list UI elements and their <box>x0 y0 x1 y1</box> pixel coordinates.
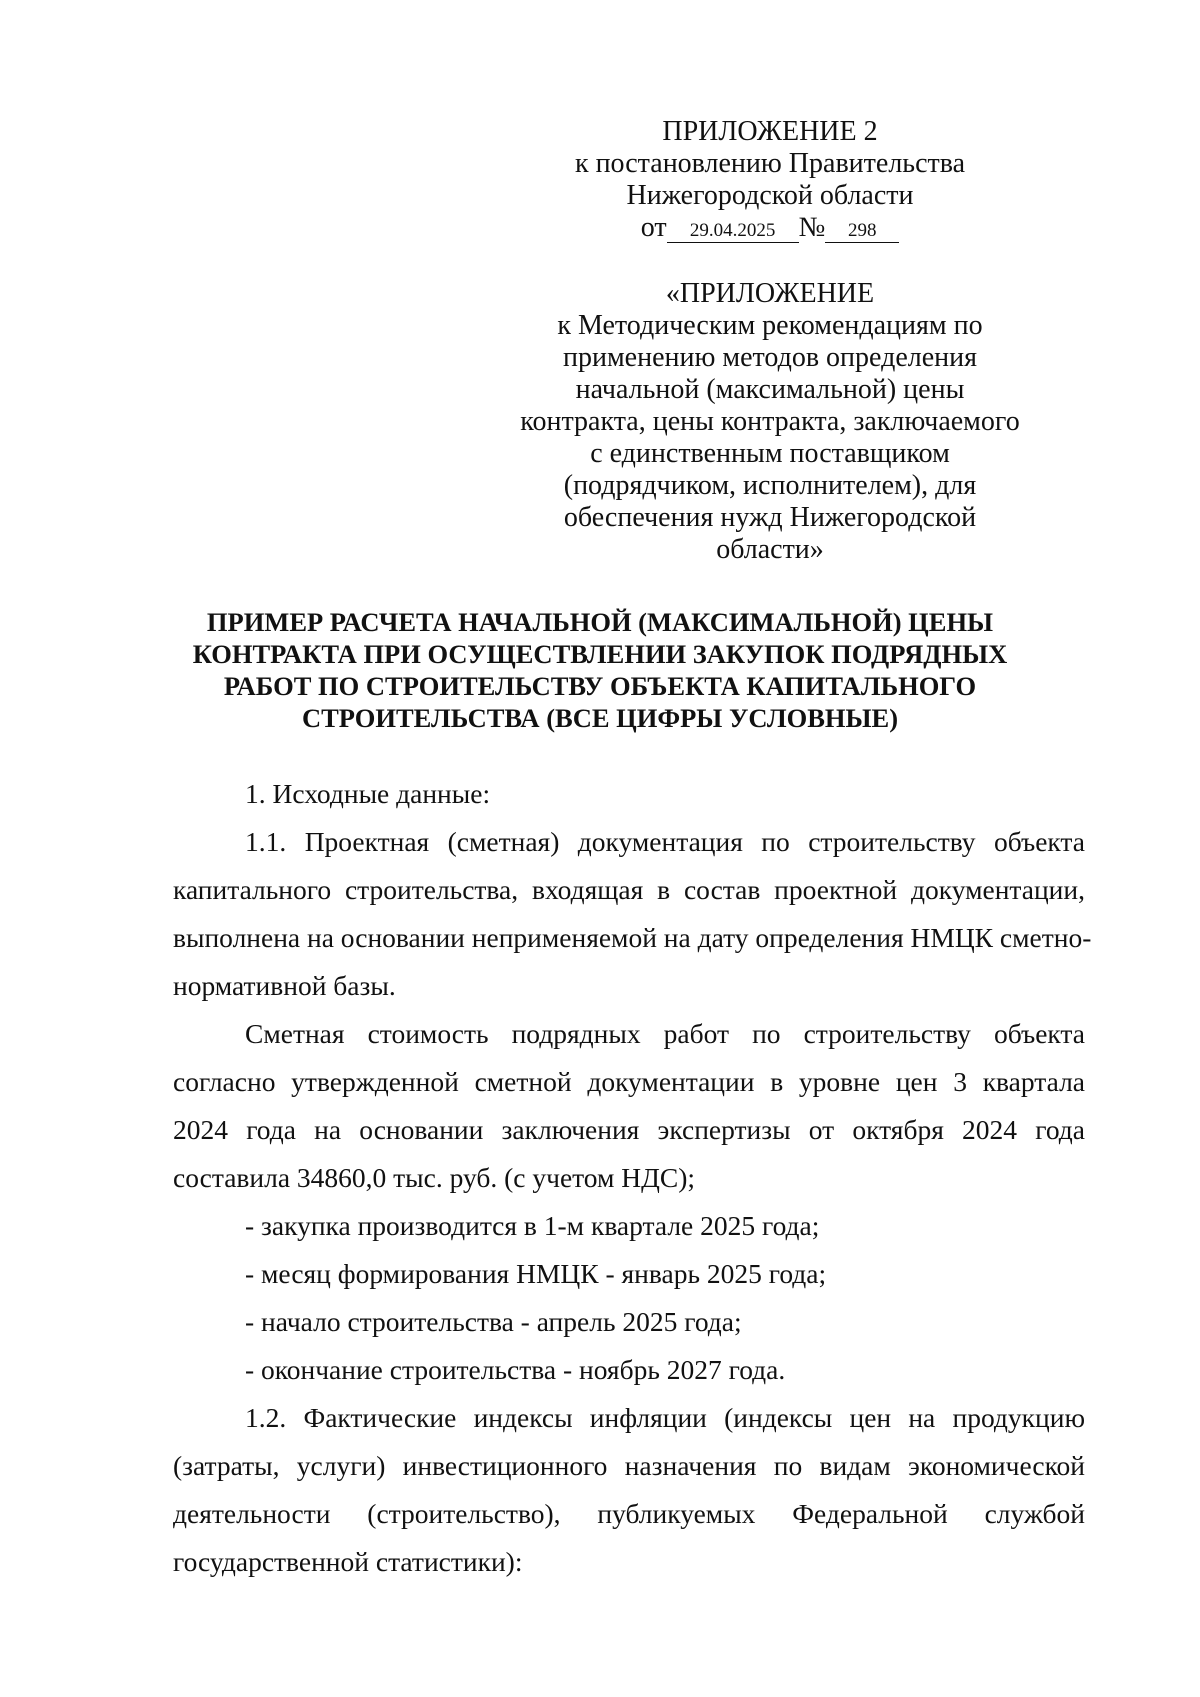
paragraph-line: деятельности (строительство), публикуемых Федеральной службой <box>173 1498 1085 1529</box>
methodical-line: к Методическим рекомендациям по <box>557 310 983 341</box>
methodical-line: (подрядчиком, исполнителем), для <box>563 470 977 501</box>
list-item: - месяц формирования НМЦК - январь 2025 года; <box>245 1258 827 1289</box>
document-title <box>150 606 1050 734</box>
paragraph-line: составила 34860,0 тыс. руб. (с учетом НДС); <box>173 1162 696 1193</box>
appendix-date-line <box>520 212 1020 244</box>
methodical-line: обеспечения нужд Нижегородской <box>563 502 977 533</box>
title-line: ПРИМЕР РАСЧЕТА НАЧАЛЬНОЙ (МАКСИМАЛЬНОЙ) ЦЕНЫ <box>206 607 994 637</box>
appendix-reference: к постановлению Правительства <box>574 148 966 179</box>
paragraph-line: 1.2. Фактические индексы инфляции (индексы цен на продукцию <box>245 1402 1085 1433</box>
title-line: РАБОТ ПО СТРОИТЕЛЬСТВУ ОБЪЕКТА КАПИТАЛЬНОГО <box>223 671 977 701</box>
number-sign: № <box>798 212 826 243</box>
paragraph-line: 1.1. Проектная (сметная) документация по строительству объекта <box>245 826 1085 857</box>
list-item: - закупка производится в 1-м квартале 2025 года; <box>245 1210 820 1241</box>
paragraph-line: капитального строительства, входящая в состав проектной документации, <box>173 874 1085 905</box>
date-prefix: от <box>640 212 667 243</box>
appendix-number: ПРИЛОЖЕНИЕ 2 <box>662 116 878 147</box>
title-line: КОНТРАКТА ПРИ ОСУЩЕСТВЛЕНИИ ЗАКУПОК ПОДРЯДНЫХ <box>192 639 1008 669</box>
paragraph-line: государственной статистики): <box>173 1546 523 1577</box>
appendix-region: Нижегородской области <box>626 180 914 211</box>
section-heading: 1. Исходные данные: <box>245 778 491 809</box>
paragraph-line: 2024 года на основании заключения экспертизы от октября 2024 года <box>173 1114 1085 1145</box>
methodical-appendix-header <box>520 278 1020 566</box>
paragraph-line: нормативной базы. <box>173 970 396 1001</box>
list-item: - окончание строительства - ноябрь 2027 года. <box>245 1354 786 1385</box>
appendix-number-value: 298 <box>825 220 899 243</box>
list-item: - начало строительства - апрель 2025 года; <box>245 1306 742 1337</box>
paragraph-line: согласно утвержденной сметной документации в уровне цен 3 квартала <box>173 1066 1085 1097</box>
appendix-header <box>520 116 1020 244</box>
methodical-line: контракта, цены контракта, заключаемого <box>520 406 1020 437</box>
paragraph-line: (затраты, услуги) инвестиционного назначения по видам экономической <box>173 1450 1085 1481</box>
title-line: СТРОИТЕЛЬСТВА (ВСЕ ЦИФРЫ УСЛОВНЫЕ) <box>301 703 899 733</box>
methodical-line: с единственным поставщиком <box>590 438 950 469</box>
methodical-line: начальной (максимальной) цены <box>575 374 965 405</box>
methodical-line: применению методов определения <box>562 342 978 373</box>
paragraph-line: выполнена на основании неприменяемой на дату определения НМЦК сметно- <box>173 922 1092 953</box>
paragraph-line: Сметная стоимость подрядных работ по строительству объекта <box>245 1018 1085 1049</box>
methodical-line: области» <box>716 534 824 565</box>
appendix-date: 29.04.2025 <box>667 220 799 243</box>
methodical-line: «ПРИЛОЖЕНИЕ <box>665 278 875 309</box>
